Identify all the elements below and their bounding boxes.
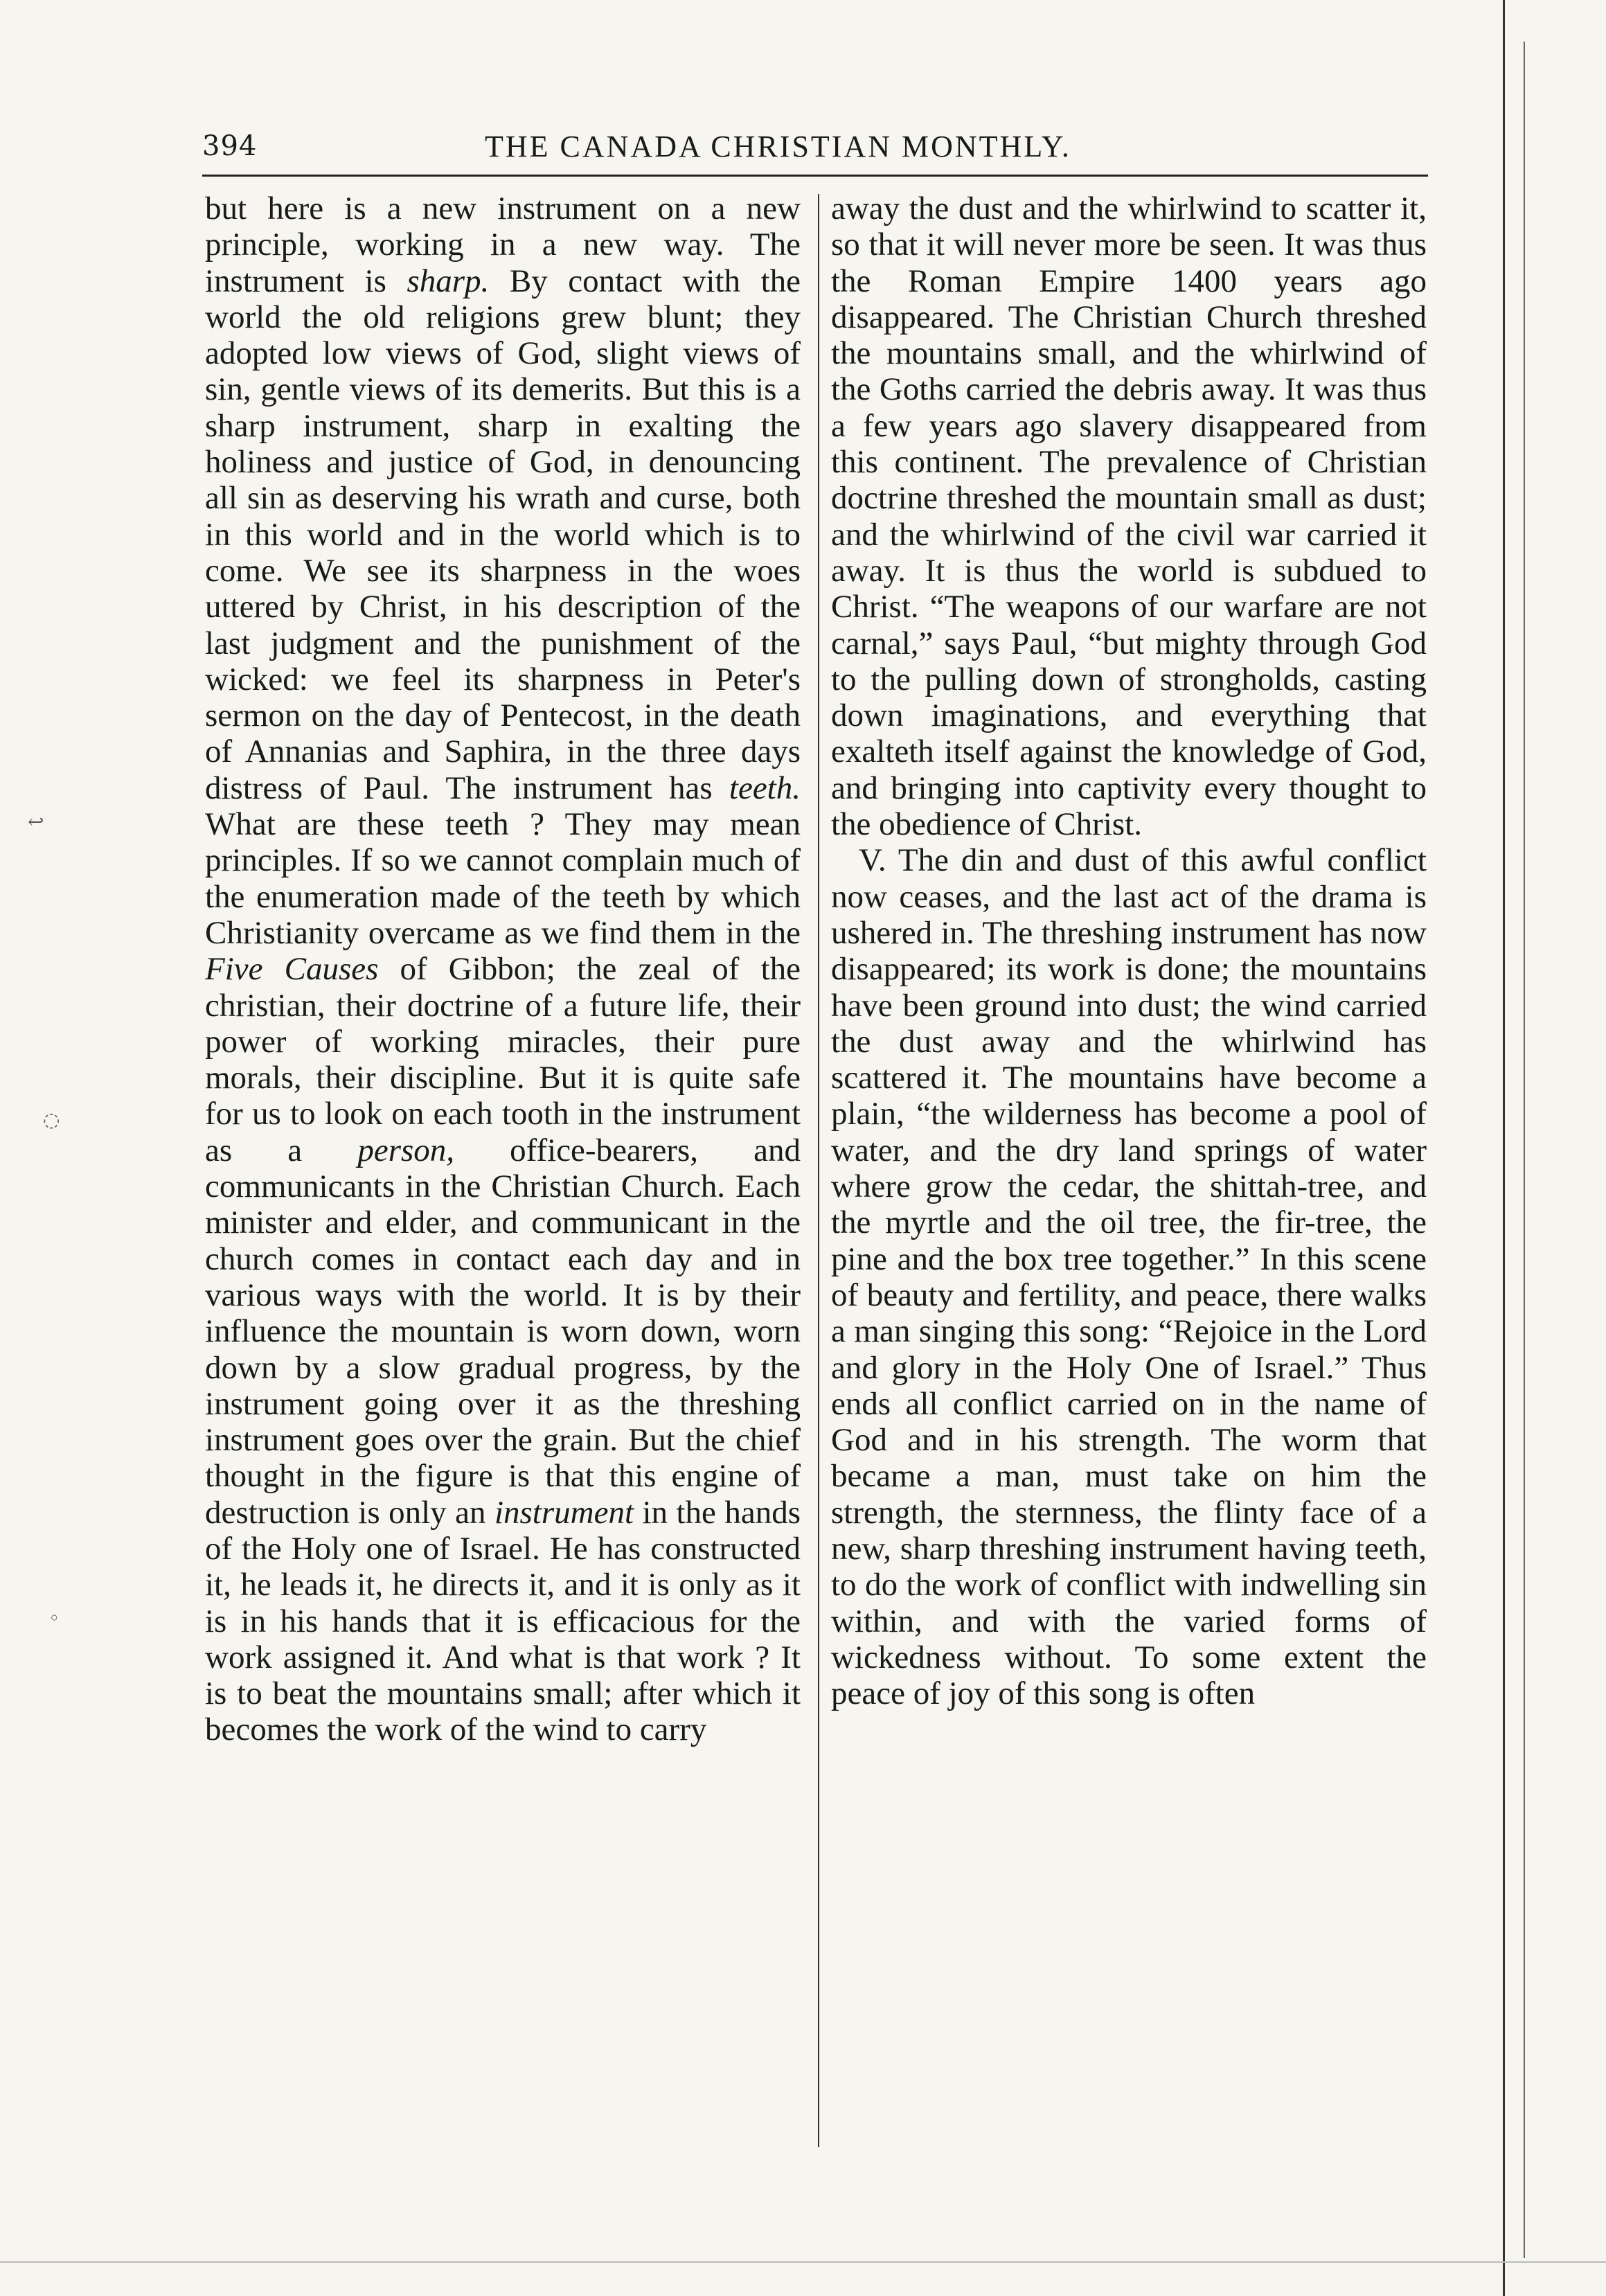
bottom-rule: [0, 2261, 1606, 2263]
margin-mark: ◦: [48, 1607, 60, 1630]
italic-run: instrument: [494, 1494, 634, 1531]
left-column: [205, 190, 801, 2123]
text-run: in the hands of the Holy one of Israel. He has constructed it, he leads it, he directs it, and it is only as it is in his hands that it is efficacious for the work assigned it. And what is that work ? It is to beat the mountains small; after which it becomes the work of the wind to carry: [205, 1494, 801, 1748]
text-run: By contact with the world the old religions grew blunt; they adopted low views of God, slight views of sin, gentle views of its demerits. But this is a sharp instrument, sharp in exalting the holiness and justice of God, in denouncing all sin as deserving his wrath and curse, both in this world and in the world which is to come. We see its sharpness in the woes uttered by Christ, in his description of the last judgment and the punishment of the wicked: we feel its sharpness in Peter's sermon on the day of Pentecost, in the death of Annanias and Saphira, in the three days distress of Paul. The instrument has: [205, 262, 801, 806]
italic-run: Five Causes: [205, 951, 379, 988]
left-column-paragraph: [205, 190, 801, 1748]
text-run: office-bearers, and communicants in the Christian Church. Each minister and elder, and communicant in the church comes in contact each day and in various ways with the world. It is by their influence the mountain is worn down, worn down by a slow gradual progress, by the instrument going over it as the threshing instrument goes over the grain. But the chief thought in the figure is that this engine of destruction is only an: [205, 1132, 801, 1531]
italic-run: sharp.: [407, 262, 490, 299]
header-rule: [202, 175, 1428, 177]
page-number: 394: [202, 130, 258, 162]
page-edge-line: [1503, 0, 1505, 2296]
right-column-paragraph: away the dust and the whirlwind to scatter it, so that it will never more be seen. It was thus the Roman Empire 1400 years ago disappeared. The Christian Church threshed the mountains small, and the whirlwind of the Goths carried the debris away. It was thus a few years ago slavery disappeared from this continent. The prevalence of Christian doctrine threshed the mountain small as dust; and the whirlwind of the civil war carried it away. It is thus the world is subdued to Christ. “The weapons of our warfare are not carnal,” says Paul, “but mighty through God to the pulling down of strongholds, casting down imaginations, and everything that exalteth itself against the knowledge of God, and bringing into captivity every thought to the obedience of Christ.: [831, 190, 1427, 843]
italic-run: teeth.: [729, 769, 801, 806]
running-head: THE CANADA CHRISTIAN MONTHLY.: [485, 130, 1071, 163]
margin-mark: ◌: [43, 1108, 60, 1131]
text-run: of Gibbon; the zeal of the christian, their doctrine of a future life, their power of working miracles, their pure morals, their discipline. But it is quite safe for us to look on each tooth in the instrument as a: [205, 951, 801, 1168]
right-column: [831, 190, 1427, 2123]
right-column-paragraph: V. The din and dust of this awful conflict now ceases, and the last act of the drama is ushered in. The threshing instrument has now disappeared; its work is done; the mountains have been ground into dust; the wind carried the dust away and the whirlwind has scattered it. The mountains have become a plain, “the wilderness has become a pool of water, and the dry land springs of water where grow the cedar, the shittah-tree, and the myrtle and the oil tree, the fir-tree, the pine and the box tree together.” In this scene of beauty and fertility, and peace, there walks a man singing this song: “Rejoice in the Lord and glory in the Holy One of Israel.” Thus ends all conflict carried on in the name of God and in his strength. The worm that became a man, must take on him the strength, the sternness, the flinty face of a new, sharp threshing instrument having teeth, to do the work of conflict with indwelling sin within, and with the varied forms of wickedness without. To some extent the peace of joy of this song is often: [831, 842, 1427, 1712]
italic-run: person,: [357, 1132, 455, 1168]
margin-mark: ↩: [28, 810, 44, 833]
text-run: What are these teeth ? They may mean principles. If so we cannot complain much of the enumeration made of the teeth by which Christianity overcame as we find them in the: [205, 806, 801, 951]
text-run: but here is a new instrument on a new principle, working in a new way. The instrument is: [205, 190, 801, 299]
page-edge-line: [1524, 42, 1525, 2258]
column-divider: [818, 194, 819, 2147]
